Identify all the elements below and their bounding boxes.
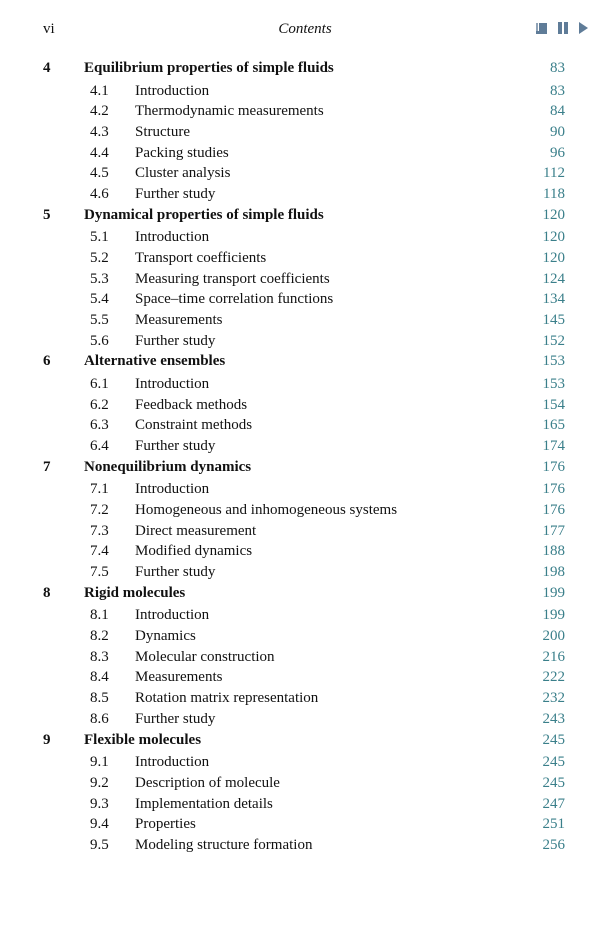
section-row[interactable]: [0, 163, 610, 184]
section-page-link[interactable]: 245: [542, 754, 565, 771]
running-title: Contents: [278, 21, 332, 37]
chapter-page-link[interactable]: 153: [542, 353, 565, 370]
section-page-link[interactable]: 120: [542, 229, 565, 246]
chapter-page-link[interactable]: 120: [542, 206, 565, 223]
section-number: 8.6: [90, 710, 109, 727]
section-title[interactable]: Transport coefficients: [135, 250, 267, 266]
section-number: 4.5: [90, 165, 109, 182]
section-row[interactable]: [0, 773, 610, 794]
section-page-link[interactable]: 154: [542, 396, 565, 413]
section-number: 5.2: [90, 250, 109, 266]
section-title[interactable]: Molecular construction: [135, 648, 275, 665]
section-number: 9.5: [90, 836, 109, 853]
section-title[interactable]: Thermodynamic measurements: [135, 103, 324, 120]
section-number: 8.2: [90, 628, 109, 645]
section-title[interactable]: Dynamics: [135, 628, 196, 645]
section-page-link[interactable]: 222: [542, 669, 565, 686]
section-number: 4.1: [90, 82, 109, 99]
section-page-link[interactable]: 118: [543, 186, 565, 203]
section-row[interactable]: [0, 647, 610, 668]
chapter-title[interactable]: Rigid molecules: [84, 584, 186, 601]
section-page-link[interactable]: 83: [550, 82, 565, 99]
page-number-roman: vi: [43, 21, 55, 37]
section-title[interactable]: Measuring transport coefficients: [135, 270, 330, 287]
section-row[interactable]: [0, 331, 610, 352]
section-page-link[interactable]: 153: [542, 376, 565, 393]
section-row[interactable]: [0, 143, 610, 164]
section-number: 7.2: [90, 502, 109, 519]
section-row[interactable]: [0, 269, 610, 290]
section-page-link[interactable]: 247: [542, 795, 565, 812]
section-title[interactable]: Cluster analysis: [135, 165, 231, 182]
section-title[interactable]: Constraint methods: [135, 417, 253, 434]
section-row[interactable]: [0, 500, 610, 521]
section-page-link[interactable]: 176: [542, 502, 565, 519]
chapter-number: 5: [43, 206, 51, 223]
section-page-link[interactable]: 245: [542, 774, 565, 791]
section-page-link[interactable]: 120: [542, 250, 565, 266]
section-row[interactable]: [0, 626, 610, 647]
section-page-link[interactable]: 216: [542, 648, 565, 665]
section-page-link[interactable]: 96: [550, 144, 565, 161]
section-title[interactable]: Introduction: [135, 82, 210, 99]
section-row[interactable]: [0, 374, 610, 395]
section-number: 5.6: [90, 332, 109, 349]
section-row[interactable]: [0, 436, 610, 457]
chapter-row[interactable]: [0, 351, 610, 374]
section-title[interactable]: Introduction: [135, 376, 210, 393]
chapter-block: [0, 457, 610, 583]
section-page-link[interactable]: 84: [550, 103, 565, 120]
section-page-link[interactable]: 232: [542, 690, 565, 707]
chapter-page-link[interactable]: 83: [550, 60, 565, 76]
section-number: 6.1: [90, 376, 109, 393]
section-row[interactable]: [0, 562, 610, 583]
chapter-row[interactable]: [0, 205, 610, 228]
section-row[interactable]: [0, 227, 610, 248]
section-title[interactable]: Rotation matrix representation: [135, 690, 319, 707]
section-page-link[interactable]: 198: [542, 564, 565, 581]
pause-icon[interactable]: [558, 22, 569, 34]
chapter-title[interactable]: Alternative ensembles: [84, 353, 226, 370]
section-page-link[interactable]: 251: [542, 816, 565, 833]
section-page-link[interactable]: 134: [542, 291, 565, 308]
section-page-link[interactable]: 174: [542, 438, 565, 455]
page-navigation: [536, 22, 588, 34]
section-row[interactable]: [0, 289, 610, 310]
section-title[interactable]: Further study: [135, 332, 216, 349]
section-title[interactable]: Structure: [135, 123, 190, 140]
section-page-link[interactable]: 112: [543, 165, 565, 182]
section-title[interactable]: Direct measurement: [135, 522, 257, 539]
section-number: 6.3: [90, 417, 109, 434]
section-number: 8.1: [90, 607, 109, 624]
section-row[interactable]: [0, 395, 610, 416]
section-row[interactable]: [0, 479, 610, 500]
section-page-link[interactable]: 165: [542, 417, 565, 434]
section-title[interactable]: Further study: [135, 438, 216, 455]
chapter-title[interactable]: Nonequilibrium dynamics: [84, 458, 252, 475]
table-of-contents: [0, 58, 610, 856]
section-page-link[interactable]: 90: [550, 123, 565, 140]
section-number: 9.3: [90, 795, 109, 812]
section-number: 7.5: [90, 564, 109, 581]
section-number: 4.3: [90, 123, 109, 140]
chapter-page-link[interactable]: 199: [542, 584, 565, 601]
section-page-link[interactable]: 176: [542, 481, 565, 498]
chapter-block: [0, 730, 610, 856]
section-title[interactable]: Implementation details: [135, 795, 273, 812]
chapter-page-link[interactable]: 245: [542, 731, 565, 748]
section-title[interactable]: Further study: [135, 186, 216, 203]
section-number: 7.1: [90, 481, 109, 498]
section-row[interactable]: [0, 310, 610, 331]
section-number: 8.4: [90, 669, 109, 686]
section-title[interactable]: Measurements: [135, 669, 223, 686]
section-page-link[interactable]: 243: [542, 710, 565, 727]
section-title[interactable]: Packing studies: [135, 144, 229, 161]
next-page-icon[interactable]: [579, 22, 588, 34]
section-title[interactable]: Space–time correlation functions: [135, 291, 334, 308]
chapter-number: 7: [43, 458, 51, 475]
section-title[interactable]: Modeling structure formation: [135, 836, 313, 853]
section-number: 8.3: [90, 648, 109, 665]
section-title[interactable]: Further study: [135, 564, 216, 581]
section-number: 5.3: [90, 270, 109, 287]
chapter-number: 4: [43, 60, 51, 76]
chapter-title[interactable]: Dynamical properties of simple fluids: [84, 206, 324, 223]
section-row[interactable]: [0, 122, 610, 143]
chapter-page-link[interactable]: 176: [542, 458, 565, 475]
section-number: 6.4: [90, 438, 109, 455]
section-row[interactable]: [0, 541, 610, 562]
section-row[interactable]: [0, 81, 610, 102]
section-number: 7.3: [90, 522, 109, 539]
section-title[interactable]: Description of molecule: [135, 774, 280, 791]
section-row[interactable]: [0, 101, 610, 122]
section-title[interactable]: Introduction: [135, 481, 210, 498]
section-page-link[interactable]: 188: [542, 543, 565, 560]
section-row[interactable]: [0, 248, 610, 269]
section-row[interactable]: [0, 688, 610, 709]
chapter-block: [0, 351, 610, 456]
chapter-row[interactable]: [0, 583, 610, 606]
chapter-title[interactable]: Flexible molecules: [84, 731, 202, 748]
section-row[interactable]: [0, 605, 610, 626]
section-page-link[interactable]: 200: [542, 628, 565, 645]
chapter-block: [0, 58, 610, 205]
section-row[interactable]: [0, 794, 610, 815]
chapter-block: [0, 205, 610, 352]
section-number: 5.4: [90, 291, 109, 308]
section-row[interactable]: [0, 184, 610, 205]
section-number: 4.6: [90, 186, 109, 203]
section-title[interactable]: Introduction: [135, 754, 210, 771]
section-number: 9.2: [90, 774, 109, 791]
chapter-row[interactable]: [0, 730, 610, 753]
page-header: [0, 20, 610, 42]
section-page-link[interactable]: 145: [542, 312, 565, 329]
section-title[interactable]: Introduction: [135, 607, 210, 624]
section-number: 9.1: [90, 754, 109, 771]
section-page-link[interactable]: 177: [542, 522, 565, 539]
section-title[interactable]: Homogeneous and inhomogeneous systems: [135, 502, 398, 519]
chapter-title[interactable]: Equilibrium properties of simple fluids: [84, 60, 334, 76]
section-row[interactable]: [0, 709, 610, 730]
chapter-row[interactable]: [0, 457, 610, 480]
section-page-link[interactable]: 256: [542, 836, 565, 853]
section-number: 4.4: [90, 144, 109, 161]
section-number: 6.2: [90, 396, 109, 413]
section-title[interactable]: Further study: [135, 710, 216, 727]
chapter-row[interactable]: [0, 58, 610, 81]
first-page-icon[interactable]: [536, 23, 548, 34]
chapter-number: 9: [43, 731, 51, 748]
section-title[interactable]: Introduction: [135, 229, 210, 246]
section-title[interactable]: Properties: [135, 816, 196, 833]
section-number: 8.5: [90, 690, 109, 707]
chapter-number: 6: [43, 353, 51, 370]
section-number: 5.1: [90, 229, 109, 246]
chapter-number: 8: [43, 584, 51, 601]
section-title[interactable]: Measurements: [135, 312, 223, 329]
section-title[interactable]: Feedback methods: [135, 396, 248, 413]
section-number: 7.4: [90, 543, 109, 560]
section-number: 4.2: [90, 103, 109, 120]
section-page-link[interactable]: 152: [542, 332, 565, 349]
section-row[interactable]: [0, 667, 610, 688]
section-number: 5.5: [90, 312, 109, 329]
chapter-block: [0, 583, 610, 730]
section-page-link[interactable]: 199: [542, 607, 565, 624]
section-row[interactable]: [0, 835, 610, 856]
section-row[interactable]: [0, 752, 610, 773]
section-title[interactable]: Modified dynamics: [135, 543, 253, 560]
section-number: 9.4: [90, 816, 109, 833]
section-row[interactable]: [0, 415, 610, 436]
section-row[interactable]: [0, 814, 610, 835]
section-page-link[interactable]: 124: [542, 270, 565, 287]
section-row[interactable]: [0, 521, 610, 542]
